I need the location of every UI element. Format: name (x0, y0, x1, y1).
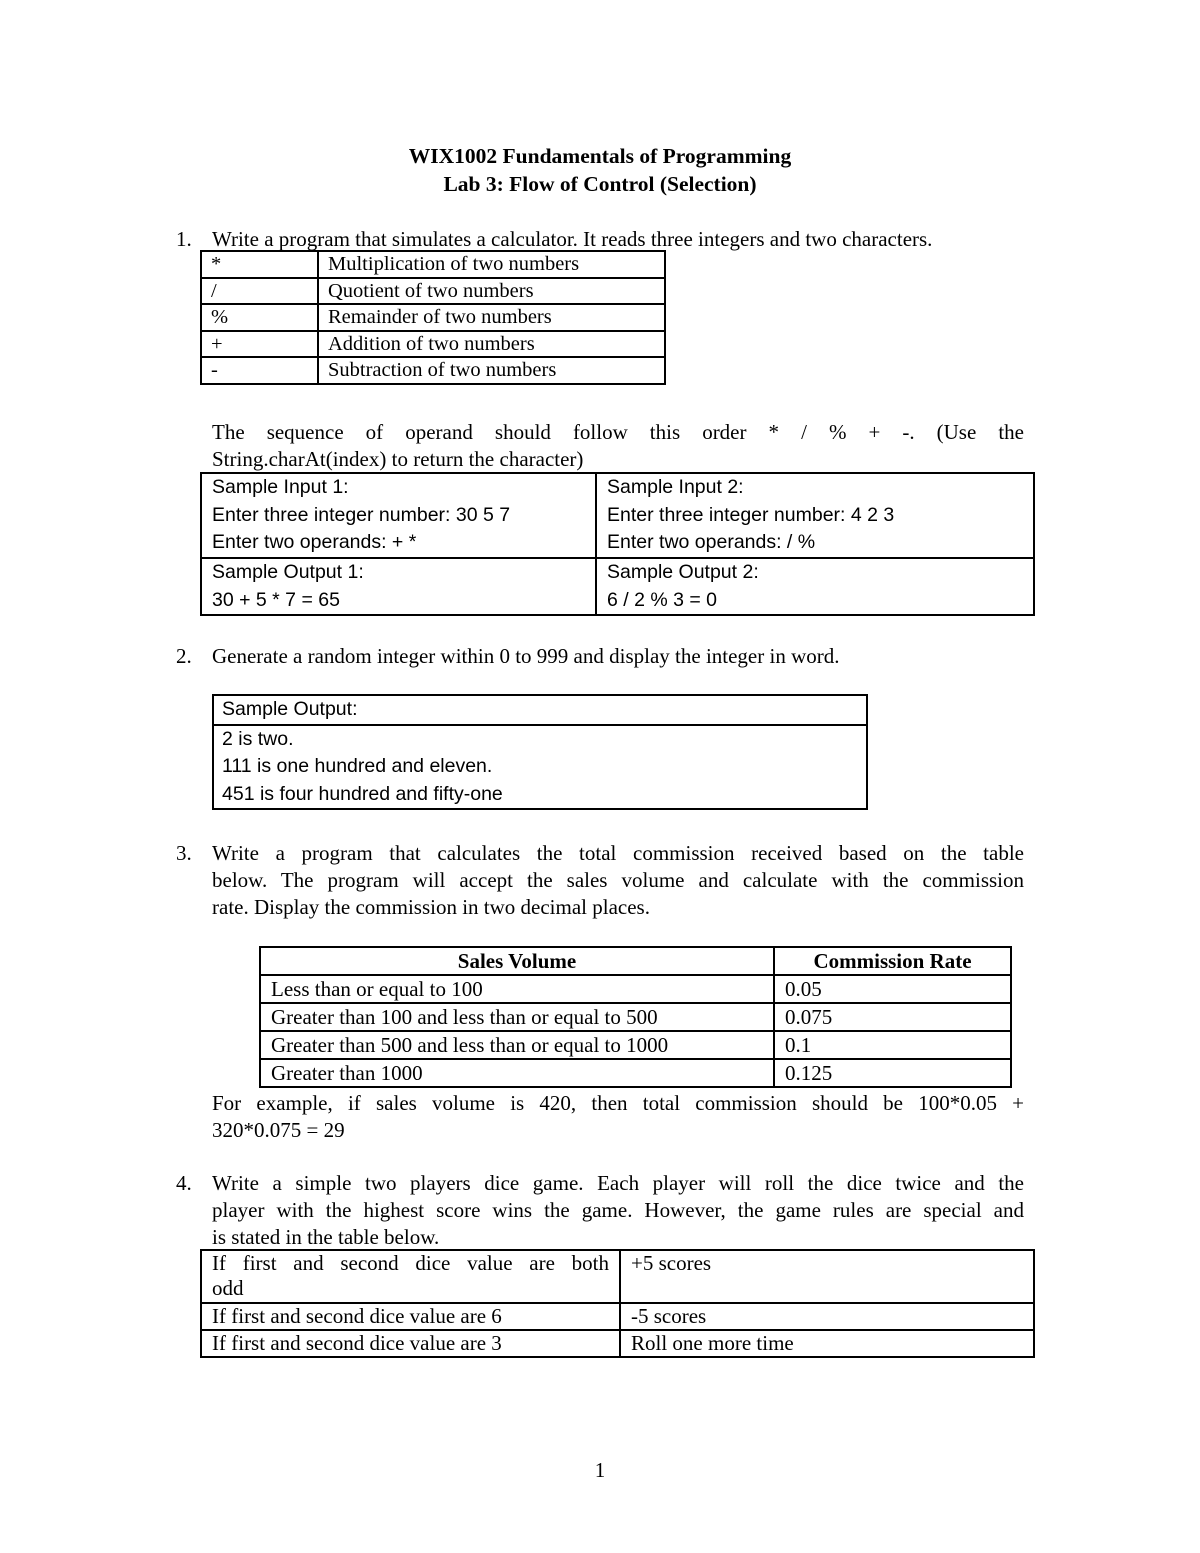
column-header-commission-rate: Commission Rate (774, 947, 1011, 975)
operator-description: Subtraction of two numbers (318, 357, 665, 384)
sample-input-1 (201, 473, 596, 558)
table-row (260, 1031, 1011, 1059)
table-row (201, 331, 665, 358)
commission-rate-cell: 0.1 (774, 1031, 1011, 1059)
sample-input-1-line-2: Enter two operands: + * (212, 531, 417, 553)
question-1-note-line-1: The sequence of operand should follow this order * / % + -. (Use the (212, 420, 1024, 444)
table-row (201, 1303, 1034, 1330)
question-2-number: 2. (176, 644, 192, 668)
sample-output-body (213, 725, 867, 810)
table-row (213, 725, 867, 810)
rule-condition: If first and second dice value are 6 (201, 1303, 620, 1330)
question-3-line-1: Write a program that calculates the total commission received based on the table (212, 841, 1024, 865)
operator-symbol: * (201, 251, 318, 278)
table-row (260, 1003, 1011, 1031)
rule-result: -5 scores (620, 1303, 1034, 1330)
question-3-line-2: below. The program will accept the sales volume and calculate with the commission (212, 868, 1024, 892)
rule-result: Roll one more time (620, 1330, 1034, 1357)
page-number: 1 (594, 1458, 606, 1482)
sales-volume-cell: Greater than 1000 (260, 1059, 774, 1087)
sample-output-1-title: Sample Output 1: (212, 561, 364, 583)
question-4-line-2: player with the highest score wins the game. However, the game rules are special and (212, 1198, 1024, 1222)
operator-description: Remainder of two numbers (318, 304, 665, 331)
lab-title: Lab 3: Flow of Control (Selection) (443, 172, 757, 196)
question-4-line-1: Write a simple two players dice game. Each player will roll the dice twice and the (212, 1171, 1024, 1195)
course-title: WIX1002 Fundamentals of Programming (408, 144, 792, 168)
rule-condition-line-2: odd (212, 1276, 244, 1300)
sample-output-2-title: Sample Output 2: (607, 561, 759, 583)
commission-rate-cell: 0.125 (774, 1059, 1011, 1087)
table-row (213, 695, 867, 725)
sales-volume-cell: Greater than 500 and less than or equal to 1000 (260, 1031, 774, 1059)
table-row (201, 1330, 1034, 1357)
table-row (201, 304, 665, 331)
sample-output-title: Sample Output: (213, 695, 867, 725)
dice-rules-table (200, 1249, 1035, 1358)
question-1-number: 1. (176, 227, 192, 251)
sample-input-2-line-2: Enter two operands: / % (607, 531, 816, 553)
sample-input-2 (596, 473, 1034, 558)
table-row (201, 278, 665, 305)
commission-rate-cell: 0.05 (774, 975, 1011, 1003)
sample-input-1-line-1: Enter three integer number: 30 5 7 (212, 503, 511, 526)
commission-table (259, 946, 1012, 1088)
operator-table (200, 250, 666, 385)
question-1-text: Write a program that simulates a calculator. It reads three integers and two characters. (212, 227, 933, 251)
sample-input-2-line-1: Enter three integer number: 4 2 3 (607, 503, 895, 526)
sales-volume-cell: Greater than 100 and less than or equal to 500 (260, 1003, 774, 1031)
sample-input-1-title: Sample Input 1: (212, 476, 349, 498)
operator-description: Multiplication of two numbers (318, 251, 665, 278)
question-1-note-line-2: String.charAt(index) to return the character) (212, 447, 584, 471)
sample-output-line: 451 is four hundred and fifty-one (222, 782, 503, 805)
question-3-line-3: rate. Display the commission in two decimal places. (212, 895, 650, 919)
sample-output-2 (596, 558, 1034, 615)
operator-description: Addition of two numbers (318, 331, 665, 358)
table-row (201, 473, 1034, 558)
question-4-number: 4. (176, 1171, 192, 1195)
table-row (201, 357, 665, 384)
sample-io-table (200, 472, 1035, 616)
integer-word-sample-table (212, 694, 868, 810)
question-3-example-line-1: For example, if sales volume is 420, then total commission should be 100*0.05 + (212, 1091, 1024, 1115)
rule-result: +5 scores (620, 1250, 1034, 1303)
operator-symbol: / (201, 278, 318, 305)
question-4-line-3: is stated in the table below. (212, 1225, 440, 1249)
question-3-example-line-2: 320*0.075 = 29 (212, 1118, 345, 1142)
column-header-sales-volume: Sales Volume (260, 947, 774, 975)
sample-output-1-line-1: 30 + 5 * 7 = 65 (212, 588, 340, 611)
question-3-number: 3. (176, 841, 192, 865)
table-header-row (260, 947, 1011, 975)
sample-output-line: 111 is one hundred and eleven. (222, 755, 493, 777)
rule-condition (201, 1250, 620, 1303)
table-row (201, 558, 1034, 615)
commission-rate-cell: 0.075 (774, 1003, 1011, 1031)
table-row (260, 975, 1011, 1003)
table-row (260, 1059, 1011, 1087)
rule-condition: If first and second dice value are 3 (201, 1330, 620, 1357)
operator-symbol: % (201, 304, 318, 331)
rule-condition-line-1: If first and second dice value are both (212, 1251, 609, 1275)
table-row (201, 251, 665, 278)
operator-symbol: - (201, 357, 318, 384)
sample-input-2-title: Sample Input 2: (607, 476, 744, 498)
sample-output-1 (201, 558, 596, 615)
operator-symbol: + (201, 331, 318, 358)
operator-description: Quotient of two numbers (318, 278, 665, 305)
question-2-text: Generate a random integer within 0 to 999 and display the integer in word. (212, 644, 840, 668)
table-row (201, 1250, 1034, 1303)
sample-output-line: 2 is two. (222, 727, 294, 750)
sales-volume-cell: Less than or equal to 100 (260, 975, 774, 1003)
sample-output-2-line-1: 6 / 2 % 3 = 0 (607, 588, 718, 611)
